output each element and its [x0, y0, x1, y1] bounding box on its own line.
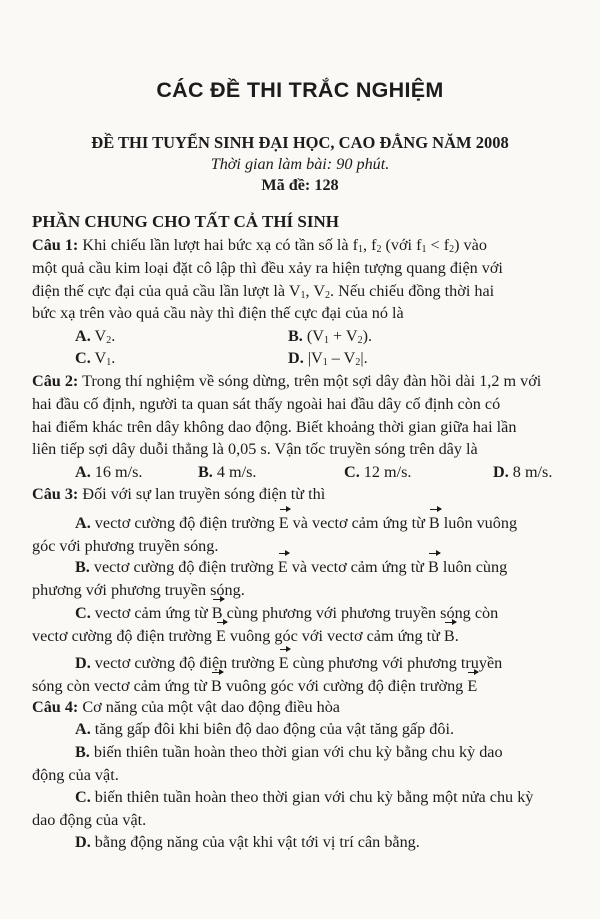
q1-line-3: điện thế cực đại của quả cầu lần lượt là $V_1$, $V_2$. Nếu chiếu đồng thời hai: [32, 282, 495, 301]
exam-code: Mã đề: 128: [261, 176, 339, 194]
q2-line-1: Câu 2: Trong thí nghiệm về sóng dừng, trên một sợi dây đàn hồi dài 1,2 m với: [32, 372, 542, 390]
q2-option-b[interactable]: B. 4 m/s.: [198, 463, 257, 481]
q2-option-d[interactable]: D. 8 m/s.: [493, 463, 553, 481]
q2-line-3: hai điểm khác trên dây không dao động. Biết khoảng thời gian giữa hai lần: [32, 418, 517, 436]
q3-option-c[interactable]: C. vectơ cảm ứng từ B cùng phương với phương truyền sóng còn: [75, 604, 499, 622]
q4-option-b[interactable]: B. biến thiên tuần hoàn theo thời gian với chu kỳ bằng chu kỳ dao: [75, 743, 503, 761]
q3-option-a[interactable]: A. vectơ cường độ điện trường E và vectơ cảm ứng từ B luôn vuông: [75, 514, 518, 532]
vector-e-symbol: E: [215, 627, 226, 645]
q2-line-4: liên tiếp sợi dây duỗi thẳng là 0,05 s. Vận tốc truyền sóng trên dây là: [32, 440, 478, 458]
q2-option-a[interactable]: A. 16 m/s.: [75, 463, 143, 481]
q1-label: Câu 1:: [32, 236, 79, 254]
q4-option-c[interactable]: C. biến thiên tuần hoàn theo thời gian với chu kỳ bằng một nửa chu kỳ: [75, 788, 534, 806]
vector-e-symbol: E: [278, 654, 289, 672]
q2-option-c[interactable]: C. 12 m/s.: [344, 463, 412, 481]
q1-line-2: một quả cầu kim loại đặt cô lập thì đều xảy ra hiện tượng quang điện với: [32, 259, 503, 277]
q3-line-1: Câu 3: Đối với sự lan truyền sóng điện từ thì: [32, 485, 326, 503]
q4-option-d[interactable]: D. bằng động năng của vật khi vật tới vị trí cân bằng.: [75, 833, 420, 851]
vector-b-symbol: B: [428, 558, 439, 576]
q1-line-4: bức xạ trên vào quả cầu này thì điện thế cực đại của nó là: [32, 304, 404, 322]
vector-b-symbol: B: [210, 677, 222, 695]
q2-line-2: hai đầu cố định, người ta quan sát thấy ngoài hai đầu dây cố định còn có: [32, 395, 501, 413]
q1-option-d[interactable]: D. $|V_1 - V_2|$.: [288, 349, 368, 368]
q3-option-d-cont: sóng còn vectơ cảm ứng từ B vuông góc với cường độ điện trường E: [32, 677, 478, 695]
q1-option-a[interactable]: A. $V_2$.: [75, 327, 116, 346]
exam-name: ĐỀ THI TUYỂN SINH ĐẠI HỌC, CAO ĐẲNG NĂM 2008: [91, 133, 509, 152]
q1-line-1: Câu 1: Khi chiếu lần lượt hai bức xạ có tần số là $f_1$, $f_2$ (với $f_1 < f_2$) vào: [32, 236, 487, 255]
vector-b-symbol: B: [443, 627, 455, 645]
q4-option-c-cont: dao động của vật.: [32, 811, 147, 829]
q4-label: Câu 4:: [32, 698, 79, 716]
vector-e-symbol: E: [467, 677, 478, 695]
vector-e-symbol: E: [277, 558, 288, 576]
q4-option-b-cont: động của vật.: [32, 766, 119, 784]
vector-b-symbol: B: [428, 514, 440, 532]
q1-option-c[interactable]: C. $V_1$.: [75, 349, 116, 368]
q2-label: Câu 2:: [32, 372, 79, 390]
q1-option-b[interactable]: B. $(V_1 + V_2)$.: [288, 327, 373, 346]
q3-option-b-cont: phương với phương truyền sóng.: [32, 581, 245, 599]
page-title: CÁC ĐỀ THI TRẮC NGHIỆM: [156, 78, 444, 102]
vector-b-symbol: B: [211, 604, 223, 622]
q4-option-a[interactable]: A. tăng gấp đôi khi biên độ dao động của vật tăng gấp đôi.: [75, 720, 454, 738]
q3-option-a-cont: góc với phương truyền sóng.: [32, 537, 219, 555]
vector-e-symbol: E: [278, 514, 289, 532]
section-heading: PHẦN CHUNG CHO TẤT CẢ THÍ SINH: [32, 212, 339, 231]
exam-time: Thời gian làm bài: 90 phút.: [210, 155, 390, 173]
q3-option-c-cont: vectơ cường độ điện trường E vuông góc với vectơ cảm ứng từ B.: [32, 627, 459, 645]
q4-line-1: Câu 4: Cơ năng của một vật dao động điều hòa: [32, 698, 340, 716]
q3-label: Câu 3:: [32, 485, 79, 503]
q3-option-b[interactable]: B. vectơ cường độ điện trường E và vectơ cảm ứng từ B luôn cùng: [75, 558, 508, 576]
q3-option-d[interactable]: D. vectơ cường độ điện trường E cùng phương với phương truyền: [75, 654, 503, 672]
